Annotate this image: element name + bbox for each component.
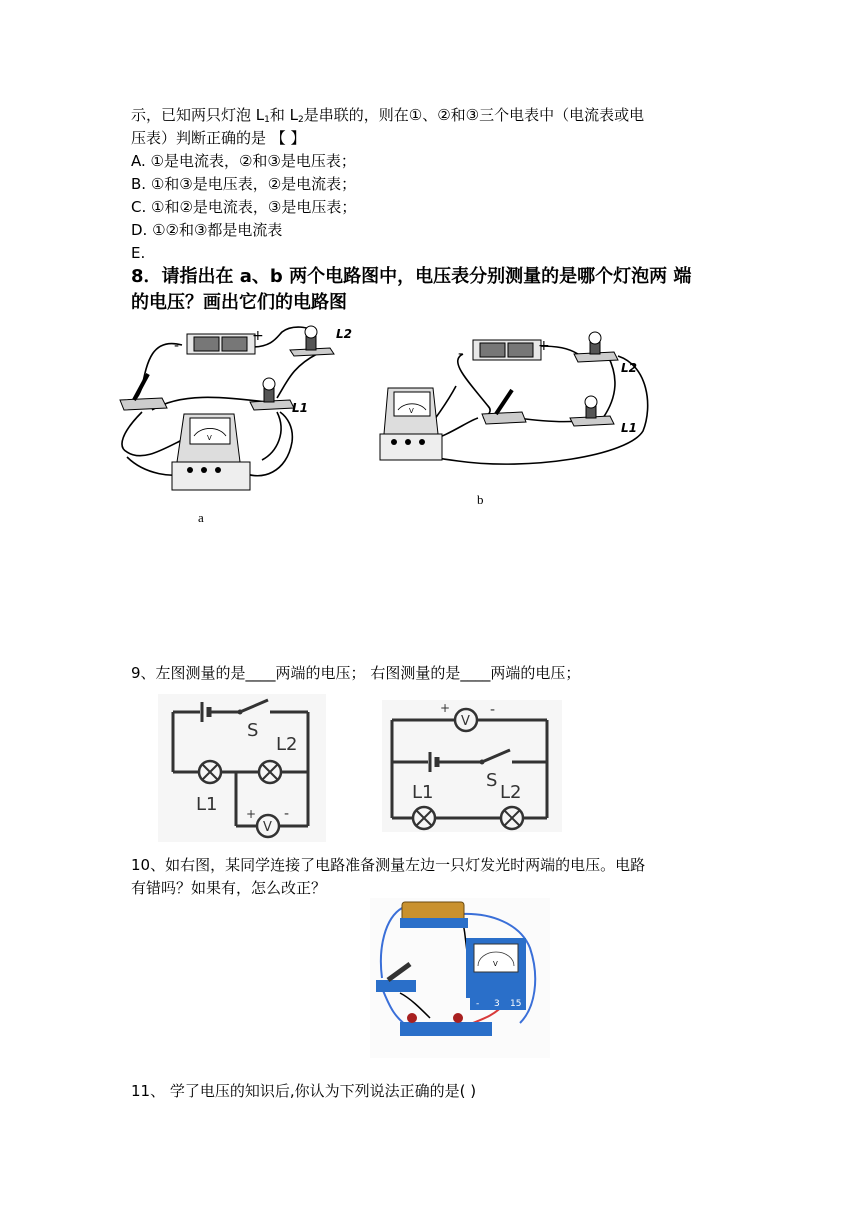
circuit-figure-a: [112, 322, 362, 502]
voltmeter-v-label: V: [409, 407, 414, 415]
subscript: 1: [264, 115, 270, 125]
switch-lever-icon: [134, 374, 148, 400]
lamp-l2-label: L2: [276, 734, 298, 755]
lamp-l1-label: L1: [196, 794, 218, 815]
lamp-l2-label: L2: [500, 782, 522, 803]
q10-line1: 10、如右图，某同学连接了电路准备测量左边一只灯发光时两端的电压。电路: [131, 856, 646, 874]
switch-lever-icon: [496, 390, 512, 414]
battery-negative-label: -: [458, 346, 464, 362]
voltmeter-v-label: V: [263, 820, 272, 835]
lamp-l1-label: L1: [292, 401, 308, 415]
q11-text: 11、 学了电压的知识后,你认为下列说法正确的是( ): [131, 1082, 477, 1100]
lamp-socket-icon: [453, 1013, 463, 1023]
lamp-socket-icon: [407, 1013, 417, 1023]
q8-line2: 的电压？画出它们的电路图: [131, 292, 347, 313]
q10-circuit-photo: [370, 898, 550, 1058]
voltmeter-v-label: V: [461, 714, 470, 729]
subscript: 2: [298, 115, 304, 125]
battery-positive-label: +: [538, 338, 550, 354]
figure-b-caption: b: [477, 492, 484, 507]
q8-line1: 8．请指出在 a、b 两个电路图中，电压表分别测量的是哪个灯泡两 端: [131, 266, 692, 287]
q7-option-d: D. ①②和③都是电流表: [131, 221, 283, 239]
q7-option-b: B. ①和③是电压表，②是电流表；: [131, 175, 357, 193]
q7-option-c: C. ①和②是电流表，③是电压表；: [131, 198, 357, 216]
voltmeter-v-label: V: [207, 434, 212, 442]
lamp-l1-label: L1: [621, 421, 637, 435]
plus-label: +: [246, 807, 257, 821]
minus-label: -: [490, 702, 496, 718]
q7-text: 和 L: [269, 106, 299, 124]
q7-text: 是串联的，则在①、②和③三个电表中（电流表或电: [303, 106, 645, 124]
terminal-15-label: 15: [510, 999, 522, 1009]
q7-option-a: A. ①是电流表，②和③是电压表；: [131, 152, 356, 170]
plus-label: +: [440, 701, 451, 715]
battery-negative-label: -: [174, 338, 180, 354]
q9-right-circuit: [382, 700, 562, 832]
terminal-3-label: 3: [494, 999, 500, 1009]
q10-line2: 有错吗？如果有，怎么改正？: [131, 879, 327, 897]
q7-option-e: E.: [131, 244, 146, 262]
lamp-l2-label: L2: [336, 327, 352, 341]
lamp-bulb-icon: [589, 332, 601, 344]
lamp-l1-label: L1: [412, 782, 434, 803]
figure-a-caption: a: [198, 510, 204, 525]
circuit-figure-b: [378, 326, 663, 476]
lamp-bulb-icon: [263, 378, 275, 390]
lamp-l2-label: L2: [621, 361, 637, 375]
voltmeter-v-label: V: [493, 960, 498, 968]
minus-label: -: [284, 806, 290, 822]
q9-left-circuit: [158, 694, 326, 842]
q7-line2: 压表）判断正确的是 【 】: [131, 129, 306, 147]
switch-label: S: [486, 770, 498, 791]
q7-text: 示，已知两只灯泡 L: [131, 106, 265, 124]
q9-text: 9、左图测量的是____两端的电压； 右图测量的是____两端的电压；: [131, 664, 581, 682]
battery-positive-label: +: [252, 328, 264, 344]
terminal-minus-label: -: [476, 999, 480, 1009]
switch-label: S: [247, 720, 259, 741]
lamp-bulb-icon: [585, 396, 597, 408]
lamp-bulb-icon: [305, 326, 317, 338]
